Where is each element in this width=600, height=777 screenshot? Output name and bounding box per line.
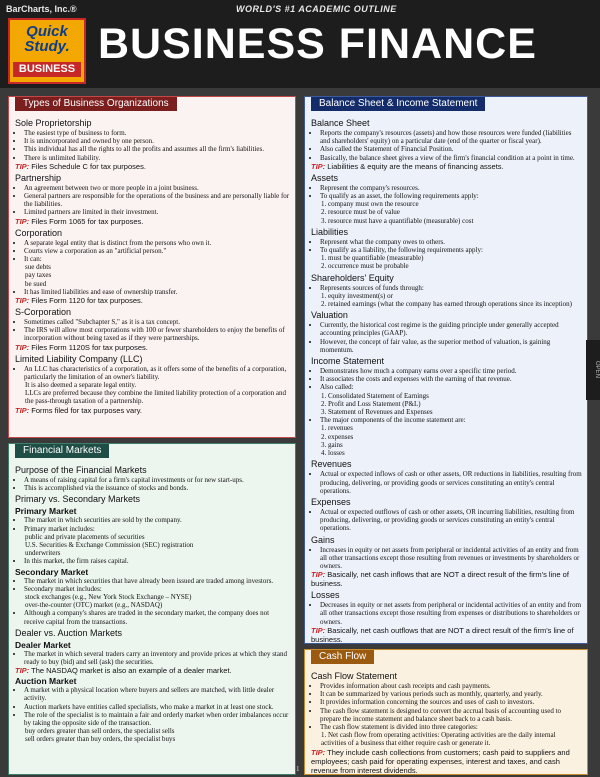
sub-list — [311, 731, 582, 747]
section-title: Shareholders' Equity — [311, 272, 394, 283]
bullet-list — [311, 321, 582, 354]
header — [0, 0, 600, 88]
sub-list — [15, 727, 290, 743]
bullet-list — [15, 686, 290, 727]
list-item: • A market with a physical location where buyers and sellers are matched, with little dealer activity. — [24, 686, 290, 702]
sub-list — [15, 593, 290, 609]
tip: TIP: Files Form 1065 for tax purposes. — [15, 216, 144, 226]
section-title: Limited Liability Company (LLC) — [15, 353, 143, 364]
list-item: • Auction markets have entities called specialists, who make a market in at least one stock. — [24, 703, 290, 711]
list-item: • Primary market includes: — [24, 525, 290, 533]
list-item: • Actual or expected outflows of cash or other assets, OR incurring liabilities, resulting from producing, delivering, or providing goods or services constituting an entity's central operations. — [320, 508, 582, 533]
list-item: • Also called: — [320, 383, 582, 391]
list-item: • Limited partners are limited in their investment. — [24, 208, 290, 216]
list-item: • Actual or expected inflows of cash or other assets, OR reductions in liabilities, resulting from producing, delivering, or providing goods or services constituting an entity's central operations. — [320, 470, 582, 495]
tip: TIP: Forms filed for tax purposes vary. — [15, 405, 142, 415]
section-title: Partnership — [15, 172, 62, 183]
bullet-list — [15, 184, 290, 217]
list-item: 1. Net cash flow from operating activities: Operating activities are the daily internal activities of a business that either require cash or generate it. — [321, 731, 556, 748]
list-item: • To qualify as a liability, the following requirements apply: — [320, 246, 582, 254]
list-item: • Basically, the balance sheet gives a view of the firm's financial condition at a point in time. — [320, 154, 582, 162]
list-item: • Provides information about cash receipts and cash payments. — [320, 682, 582, 690]
subsection-title: Secondary Market — [15, 566, 89, 577]
list-item: LLCs are preferred because they combine the limited liability protection of a corporation and the pass-through taxation of a partnership. — [25, 389, 287, 406]
sub-list — [311, 254, 582, 270]
list-item: 2. expenses — [321, 432, 354, 441]
section-title: Gains — [311, 534, 335, 545]
logo-text: Quick Study. — [24, 23, 70, 55]
quickstudy-logo — [8, 18, 86, 84]
sub-list — [311, 292, 582, 308]
bullet-list — [15, 650, 290, 666]
list-item: • There is unlimited liability. — [24, 154, 290, 162]
list-item: U.S. Securities & Exchange Commission (SEC) registration — [25, 541, 194, 550]
bullet-list — [311, 601, 582, 626]
tip: TIP: Liabilities & equity are the means of financing assets. — [311, 161, 504, 171]
panel-cash-flow — [304, 649, 588, 775]
list-item: • General partners are responsible for the operations of the business and are personally liable for the liabilities. — [24, 192, 290, 208]
list-item: 2. resource must be of value — [321, 208, 400, 217]
list-item: • In this market, the firm raises capital. — [24, 557, 290, 565]
bullet-list — [311, 470, 582, 495]
list-item: • A separate legal entity that is distinct from the persons who own it. — [24, 239, 290, 247]
list-item: • The market in which securities are sold by the company. — [24, 516, 290, 524]
list-item: • The cash flow statement is designed to convert the accrual basis of accounting used to prepare the income statement and balance sheet back to a cash basis. — [320, 707, 582, 723]
bullet-list — [311, 416, 582, 424]
bullet-list — [311, 184, 582, 200]
tip: TIP: They include cash collections from customers; cash paid to suppliers and employees; cash paid for operating expenses, interest and taxes, and cash revenue from interest dividends. — [311, 747, 570, 775]
list-item: • It is unincorporated and owned by one person. — [24, 137, 290, 145]
panel-body — [311, 669, 582, 775]
section-title: S-Corporation — [15, 307, 72, 318]
list-item: buy orders greater than sell orders, the specialist sells — [25, 727, 175, 736]
sub-list — [15, 381, 290, 406]
list-item: 3. Statement of Revenues and Expenses — [321, 408, 433, 417]
section-title: Valuation — [311, 310, 348, 321]
section-title: Corporation — [15, 227, 63, 238]
list-item: • Also called the Statement of Financial Position. — [320, 145, 582, 153]
list-item: 2. retained earnings (what the company has earned through operations since its inception) — [321, 300, 572, 309]
list-item: 1. revenues — [321, 424, 353, 433]
list-item: • It can be summarized by various periods such as monthly, quarterly, and yearly. — [320, 690, 582, 698]
tip: TIP: Files Form 1120 for tax purposes. — [15, 296, 143, 306]
tip: TIP: Basically, net cash inflows that are NOT a direct result of the firm's line of business. — [311, 570, 569, 589]
list-item: • It provides information concerning the sources and uses of cash to investors. — [320, 698, 582, 706]
list-item: • Reports the company's resources (assets) and how those resources were funded (liabilities and shareholders' equity) on a particular date (end of the quarter or fiscal year). — [320, 129, 582, 145]
sub-list — [311, 200, 582, 225]
section-title: Balance Sheet — [311, 118, 370, 128]
bullet-list — [311, 238, 582, 254]
bullet-list — [311, 682, 582, 731]
list-item: pay taxes — [25, 271, 52, 280]
list-item: sell orders greater than buy orders, the specialist buys — [25, 735, 176, 744]
panel-header: Financial Markets — [15, 443, 109, 458]
list-item: • The role of the specialist is to maintain a fair and orderly market when order imbalances occur by taking the opposite side of the transaction. — [24, 711, 290, 727]
subsection-title: Primary Market — [15, 506, 77, 517]
page-title: BUSINESS FINANCE — [98, 20, 537, 68]
sub-list — [15, 263, 290, 288]
bullet-list — [15, 476, 290, 492]
bullet-list — [15, 365, 290, 381]
list-item: • It has limited liabilities and ease of ownership transfer. — [24, 288, 290, 296]
list-item: • It can: — [24, 255, 290, 263]
tagline: WORLD'S #1 ACADEMIC OUTLINE — [236, 4, 397, 14]
list-item: • Secondary market includes: — [24, 585, 290, 593]
list-item: • Represent what the company owes to others. — [320, 238, 582, 246]
panel-header: Types of Business Organizations — [15, 96, 177, 111]
list-item: over-the-counter (OTC) market (e.g., NASDAQ) — [25, 601, 163, 610]
tip: TIP: The NASDAQ market is also an example of a dealer market. — [15, 666, 232, 676]
list-item: be sued — [25, 279, 47, 288]
list-item: • This individual has all the rights to all the profits and assumes all the firm's liabilities. — [24, 145, 290, 153]
list-item: 1. equity investment(s) or — [321, 291, 393, 300]
list-item: 3. gains — [321, 440, 343, 449]
section-title: Dealer vs. Auction Markets — [15, 627, 123, 638]
bullet-list — [15, 129, 290, 162]
list-item: • Decreases in equity or net assets from peripheral or incidental activities of an entity and from all other transactions except those resulting from expenses or distributions to shareholders or owners. — [320, 601, 582, 626]
tip: TIP: Files Form 1120S for tax purposes. — [15, 342, 148, 352]
list-item: • Courts view a corporation as an "artificial person." — [24, 247, 290, 255]
bullet-list — [15, 318, 290, 343]
list-item: • It associates the costs and expenses with the earning of that revenue. — [320, 375, 582, 383]
list-item: • An LLC has characteristics of a corporation, as it offers some of the benefits of a corporation, particularly the limitation of an owner's liability. — [24, 365, 290, 381]
list-item: 1. company must own the resource — [321, 200, 419, 209]
list-item: • The cash flow statement is divided into three categories: — [320, 723, 582, 731]
list-item: underwriters — [25, 549, 61, 558]
subsection-title: Dealer Market — [15, 639, 71, 650]
list-item: • To qualify as an asset, the following requirements apply: — [320, 192, 582, 200]
section-title: Losses — [311, 590, 340, 601]
list-item: • The easiest type of business to form. — [24, 129, 290, 137]
list-item: sue debts — [25, 263, 51, 272]
section-title: Assets — [311, 172, 339, 183]
bullet-list — [311, 284, 582, 292]
list-item: public and private placements of securities — [25, 532, 145, 541]
panel-body — [311, 116, 582, 644]
panel-header: Cash Flow — [311, 649, 374, 664]
list-item: • Although a company's shares are traded in the secondary market, the company does not receive capital from the transactions. — [24, 609, 290, 625]
section-title: Liabilities — [311, 226, 349, 237]
list-item: • The major components of the income statement are: — [320, 416, 582, 424]
list-item: • This is accomplished via the issuance of stocks and bonds. — [24, 484, 290, 492]
panel-header: Balance Sheet & Income Statement — [311, 96, 485, 111]
bullet-list — [15, 516, 290, 532]
bullet-list — [311, 367, 582, 392]
list-item: 4. losses — [321, 449, 345, 458]
panel-balance-sheet — [304, 96, 588, 644]
publisher-name: BarCharts, Inc.® — [6, 4, 77, 14]
panel-body — [15, 463, 290, 744]
page-number: 1 — [296, 765, 300, 773]
bullet-list — [311, 546, 582, 571]
bullet-list — [15, 557, 290, 565]
subsection-title: Auction Market — [15, 676, 77, 687]
list-item: • The IRS will allow most corporations with 100 or fewer shareholders to enjoy the benefits of incorporation without being taxed as if they were partnerships. — [24, 326, 290, 342]
sub-list — [311, 424, 582, 457]
list-item: • Demonstrates how much a company earns over a specific time period. — [320, 367, 582, 375]
sub-list — [311, 392, 582, 417]
list-item: • An agreement between two or more people in a joint business. — [24, 184, 290, 192]
panel-business-organizations — [8, 96, 296, 438]
list-item: 3. resource must have a quantifiable (measurable) cost — [321, 216, 474, 225]
list-item: It is also deemed a separate legal entity. — [25, 381, 137, 390]
bullet-list — [15, 609, 290, 625]
panel-financial-markets — [8, 443, 296, 775]
open-tab: OPEN — [586, 340, 600, 400]
list-item: • Represents sources of funds through: — [320, 284, 582, 292]
list-item: • However, the concept of fair value, as the superior method of valuation, is gaining momentum. — [320, 338, 582, 354]
bullet-list — [15, 288, 290, 296]
section-title: Expenses — [311, 496, 351, 507]
list-item: stock exchanges (e.g., New York Stock Exchange – NYSE) — [25, 593, 192, 602]
logo-subject-band: BUSINESS — [13, 62, 81, 77]
list-item: • The market in which securities that have already been issued are traded among investors. — [24, 577, 290, 585]
list-item: 1. Consolidated Statement of Earnings — [321, 391, 429, 400]
list-item: 1. must be quantifiable (measurable) — [321, 254, 424, 263]
list-item: • A means of raising capital for a firm's capital investments or for new start-ups. — [24, 476, 290, 484]
bullet-list — [311, 508, 582, 533]
bullet-list — [15, 239, 290, 264]
section-title: Purpose of the Financial Markets — [15, 465, 147, 475]
sub-list — [15, 533, 290, 558]
list-item: • Increases in equity or net assets from peripheral or incidental activities of an entity and from all other transactions except those resulting from revenues or investments by shareholders or owners. — [320, 546, 582, 571]
list-item: 2. occurrence must be probable — [321, 262, 409, 271]
tip: TIP: Files Schedule C for tax purposes. — [15, 161, 146, 171]
section-title: Income Statement — [311, 356, 385, 367]
list-item: • Currently, the historical cost regime is the guiding principle under generally accepted accounting principles (GAAP). — [320, 321, 582, 337]
section-title: Primary vs. Secondary Markets — [15, 494, 141, 505]
tip: TIP: Basically, net cash outflows that are NOT a direct result of the firm's line of business. — [311, 625, 574, 644]
panel-body — [15, 116, 290, 415]
bullet-list — [311, 129, 582, 162]
section-title: Sole Proprietorship — [15, 118, 92, 128]
list-item: • Represent the company's resources. — [320, 184, 582, 192]
list-item: • The market in which several traders carry an inventory and provide prices at which they stand ready to buy (bid) and sell (ask) the securities. — [24, 650, 290, 666]
section-title: Cash Flow Statement — [311, 671, 398, 681]
bullet-list — [15, 577, 290, 593]
list-item: • Sometimes called "Subchapter S," as it is a tax concept. — [24, 318, 290, 326]
list-item: 2. Profit and Loss Statement (P&L) — [321, 399, 421, 408]
section-title: Revenues — [311, 459, 352, 470]
